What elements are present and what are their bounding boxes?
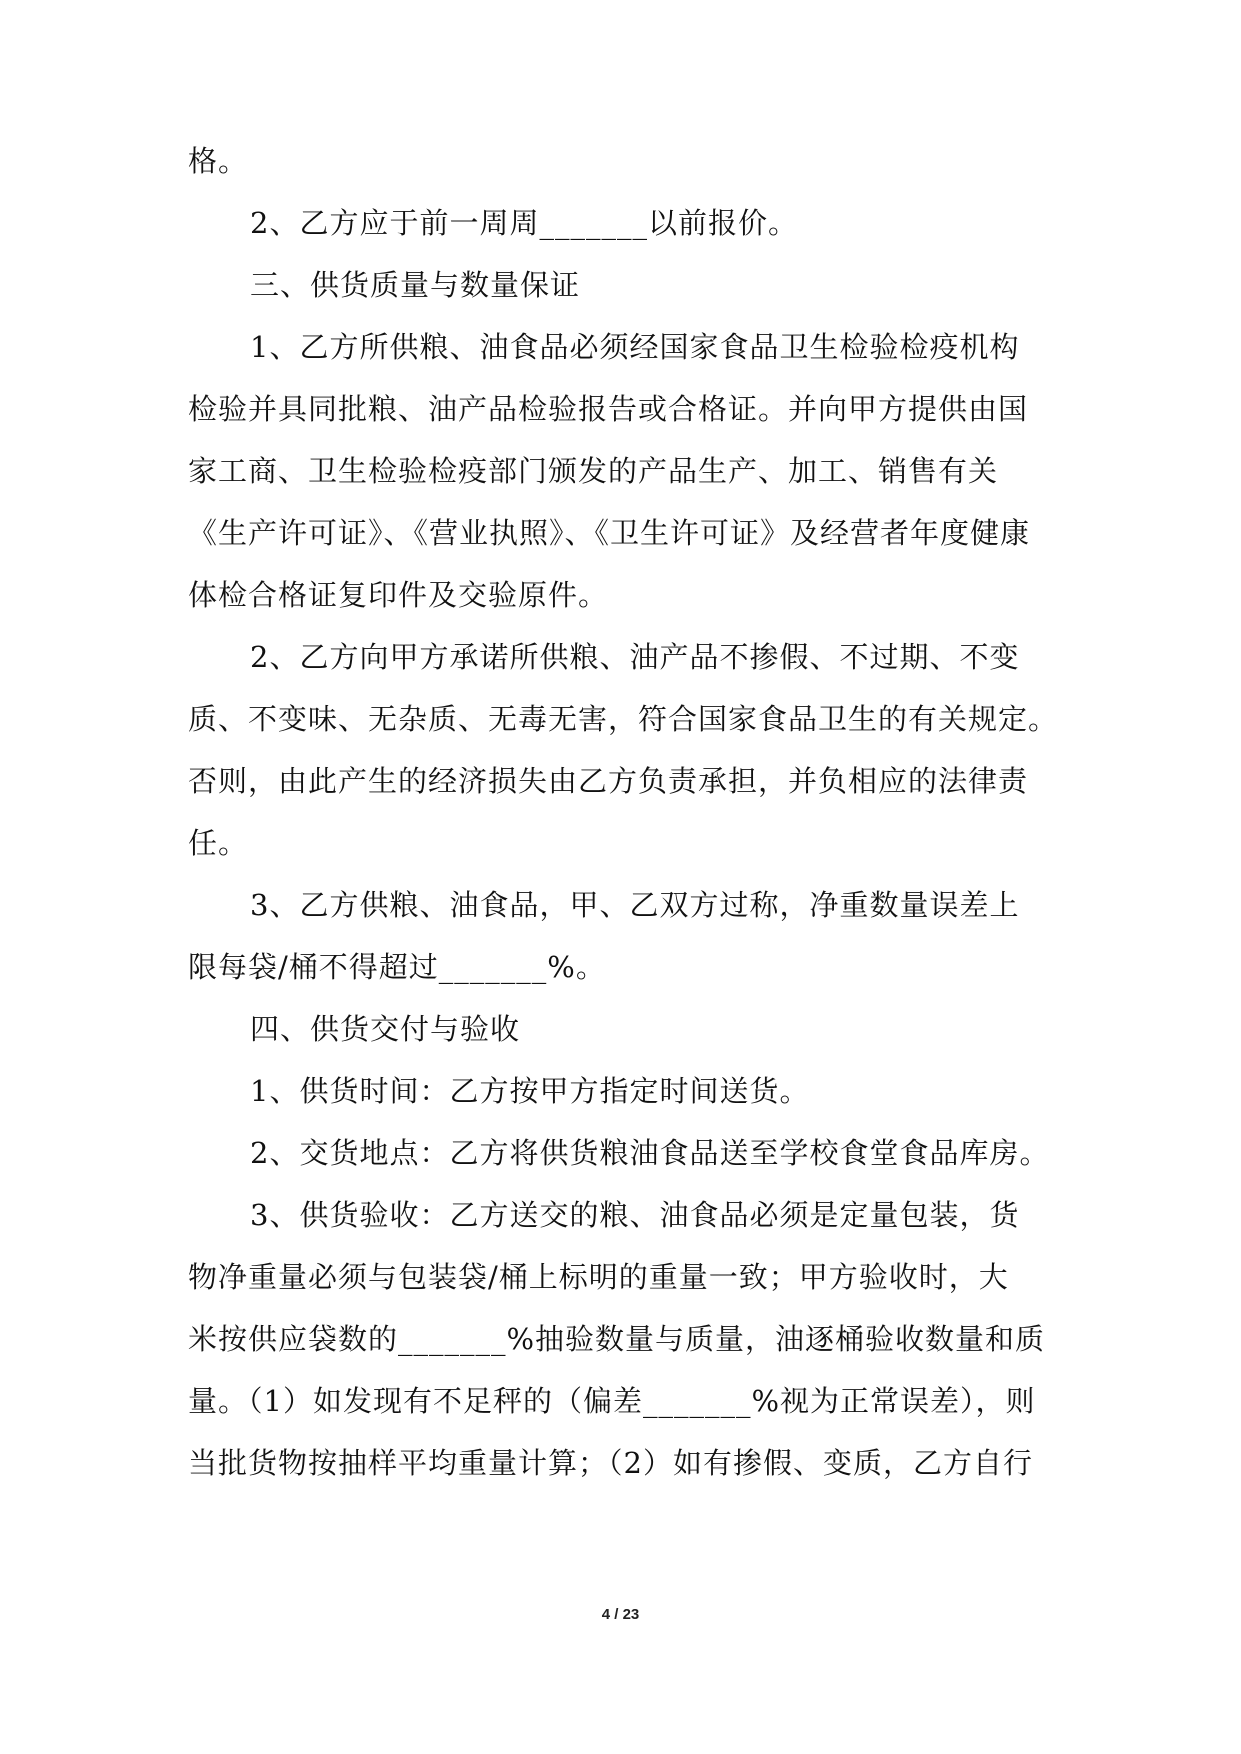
paragraph-line: 当批货物按抽样平均重量计算；（2）如有掺假、变质，乙方自行 <box>188 1446 1033 1480</box>
paragraph-line: 3、供货验收：乙方送交的粮、油食品必须是定量包装，货 <box>250 1198 1020 1232</box>
paragraph-line: 检验并具同批粮、油产品检验报告或合格证。并向甲方提供由国 <box>188 392 1029 426</box>
paragraph-line: 物净重量必须与包装袋/桶上标明的重量一致；甲方验收时，大 <box>188 1260 1009 1294</box>
page-number: 4 / 23 <box>601 1606 640 1623</box>
paragraph-line: 1、供货时间：乙方按甲方指定时间送货。 <box>250 1074 810 1108</box>
section-heading: 四、供货交付与验收 <box>250 1012 521 1046</box>
paragraph-line: 格。 <box>188 144 249 178</box>
paragraph-line: 量。（1）如发现有不足秤的（偏差_______%视为正常误差），则 <box>188 1384 1036 1418</box>
paragraph-line: 米按供应袋数的_______%抽验数量与质量，油逐桶验收数量和质 <box>188 1322 1046 1356</box>
paragraph-line: 否则，由此产生的经济损失由乙方负责承担，并负相应的法律责 <box>188 764 1029 798</box>
paragraph-line: 2、乙方向甲方承诺所供粮、油产品不掺假、不过期、不变 <box>250 640 1020 674</box>
paragraph-line: 限每袋/桶不得超过_______%。 <box>188 950 606 984</box>
paragraph-line: 质、不变味、无杂质、无毒无害，符合国家食品卫生的有关规定。 <box>188 702 1059 736</box>
paragraph-line: 3、乙方供粮、油食品，甲、乙双方过称，净重数量误差上 <box>250 888 1020 922</box>
paragraph-line: 《生产许可证》、《营业执照》、《卫生许可证》及经营者年度健康 <box>188 516 1031 550</box>
paragraph-line: 任。 <box>188 826 249 860</box>
paragraph-line: 家工商、卫生检验检疫部门颁发的产品生产、加工、销售有关 <box>188 454 999 488</box>
paragraph-line: 2、交货地点：乙方将供货粮油食品送至学校食堂食品库房。 <box>250 1136 1050 1170</box>
paragraph-line: 体检合格证复印件及交验原件。 <box>188 578 609 612</box>
section-heading: 三、供货质量与数量保证 <box>250 268 581 302</box>
paragraph-line: 2、乙方应于前一周周_______以前报价。 <box>250 206 798 240</box>
paragraph-line: 1、乙方所供粮、油食品必须经国家食品卫生检验检疫机构 <box>250 330 1020 364</box>
